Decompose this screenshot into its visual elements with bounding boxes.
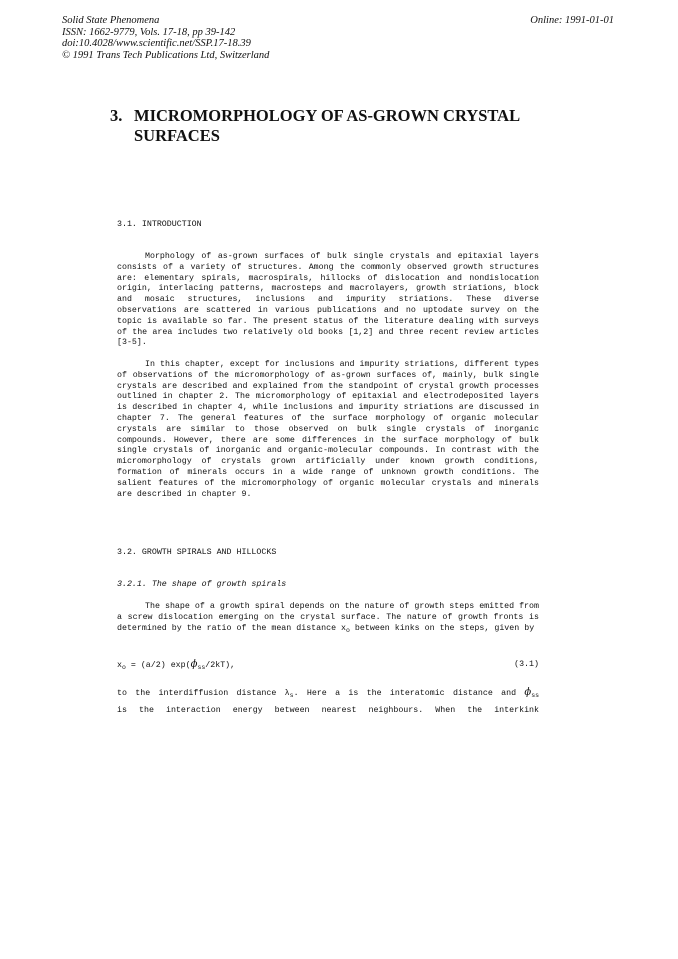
eq-rhs: /2kT), — [205, 661, 236, 670]
intro-paragraph-2 — [117, 360, 539, 500]
copyright-line: © 1991 Trans Tech Publications Ltd, Switzerland — [62, 49, 270, 61]
after-eq-text-1: to the interdiffusion distance λ — [117, 689, 290, 698]
journal-header — [62, 15, 269, 61]
after-eq-lambda-sub: s — [289, 692, 294, 699]
eq-phi: ϕ — [190, 659, 198, 670]
chapter-title-line2: SURFACES — [134, 126, 220, 145]
after-eq-line1 — [117, 688, 539, 700]
eq-mid: = (a/2) exp( — [125, 661, 191, 670]
intro-paragraph-2-text: In this chapter, except for inclusions and impurity striations, different types of observations of the micromorphology of as-grown surfaces of, mainly, bulk single crystals are described and explained from the standpoint of crystal growth processes outlined in chapter 2. The micromorphology of epitaxial and electrodeposited layers is described in chapter 4, while inclusions and impurity striations are discussed in chapter 7. The general features of the surface morphology of organic molecular crystals are similar to those observed on bulk single crystals of inorganic compounds. However, there are some differences in the surface morphology of bulk single crystals of inorganic and organic-molecular compounds. In contrast with the micromorphology of crystals grown artificially under known growth conditions, formation of minerals occurs in a wide range of unknown growth conditions. The salient features of the micromorphology of organic molecular crystals and minerals are described in chapter 9. — [117, 360, 539, 499]
after-eq-line2: is the interaction energy between nearest neighbours. When the interkink — [117, 705, 539, 715]
journal-name: Solid State Phenomena — [62, 15, 160, 26]
shape-paragraph-body: The shape of a growth spiral depends on the nature of growth steps emitted from a screw dislocation emerging on the crystal surface. The nature of growth fronts is determined by the ratio of the mean distance x — [117, 602, 539, 633]
section-heading-introduction: 3.1. INTRODUCTION — [117, 220, 202, 229]
shape-paragraph-text — [117, 602, 539, 634]
eq-lhs: x — [117, 661, 122, 670]
equation-3-1 — [117, 660, 539, 672]
online-date — [530, 15, 614, 27]
shape-paragraph-end: between kinks on the steps, given by — [349, 623, 535, 633]
subsection-heading-shape: 3.2.1. The shape of growth spirals — [117, 580, 287, 589]
chapter-title-line1: MICROMORPHOLOGY OF AS-GROWN CRYSTAL — [134, 106, 521, 125]
intro-paragraph-1-text: Morphology of as-grown surfaces of bulk single crystals and epitaxial layers consists of a variety of structures. Among the commonly observed growth structures are: elementary spirals, macrospirals, hillocks of dislocation and nondislocation origin, interlacing patterns, macrosteps and macrolayers, growth striations, block and mosaic structures, inclusions and impurity striations. These diverse observations are scattered in various publications and no uptodate survey on the topic is available so far. The present status of the literature dealing with surveys of the area includes two relatively old books [1,2] and three recent review articles [3-5]. — [117, 252, 539, 348]
intro-paragraph-1 — [117, 252, 539, 349]
issn-line: ISSN: 1662-9779, Vols. 17-18, pp 39-142 — [62, 26, 236, 38]
online-date-text: Online: 1991-01-01 — [530, 15, 614, 26]
eq-lhs-sub: o — [121, 664, 126, 671]
after-equation-paragraph — [117, 688, 539, 717]
shape-paragraph — [117, 602, 539, 634]
eq-phi-sub: ss — [197, 664, 206, 671]
equation-number: (3.1) — [514, 660, 539, 669]
doi-line: doi:10.4028/www.scientific.net/SSP.17-18.39 — [62, 38, 251, 49]
after-eq-phi-sub: ss — [531, 692, 539, 699]
chapter-number: 3. — [110, 106, 123, 125]
section-heading-growth-spirals: 3.2. GROWTH SPIRALS AND HILLOCKS — [117, 548, 277, 557]
chapter-title — [110, 106, 570, 146]
after-eq-phi: ϕ — [524, 687, 532, 698]
after-eq-text-2: . Here a is the interatomic distance and — [293, 689, 525, 698]
shape-paragraph-subscript: o — [346, 626, 350, 634]
